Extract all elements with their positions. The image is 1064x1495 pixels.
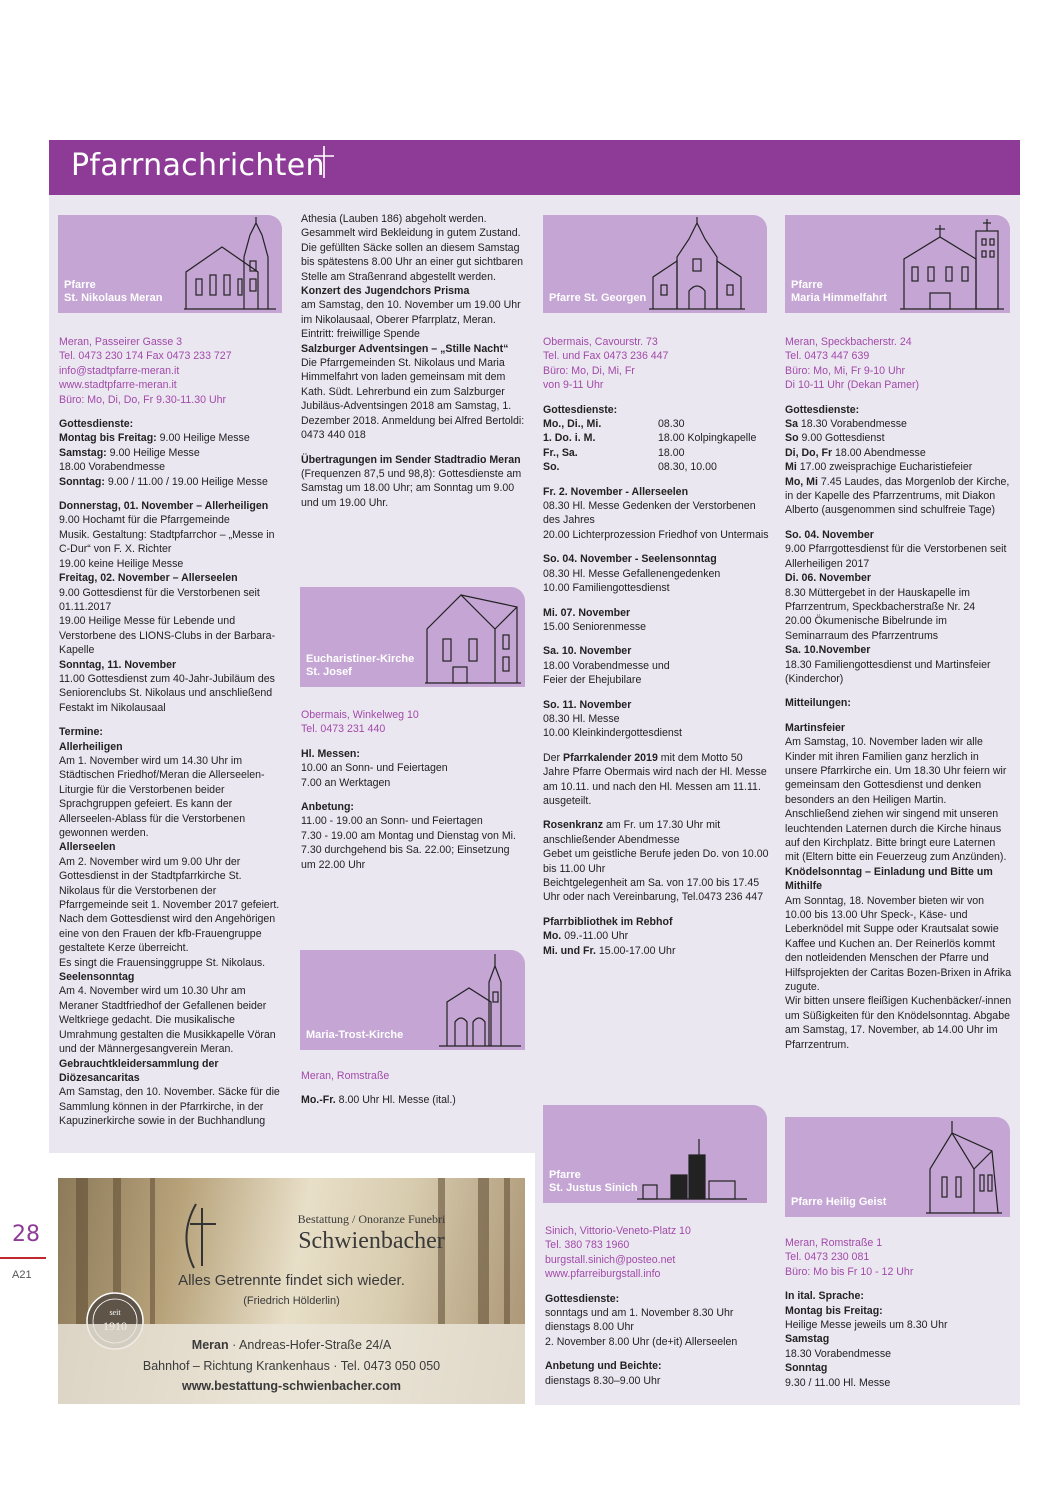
parish-name: Pfarre St. Nikolaus Meran xyxy=(64,279,163,304)
church-josef-icon xyxy=(425,589,521,685)
funeral-ad xyxy=(58,1178,525,1404)
seal-text-top: seit xyxy=(109,1308,121,1317)
column-2: Athesia (Lauben 186) abgeholt werden. Gesammelt wird Bekleidung in gutem Zustand. Die gefüllten Säcke sollen an diesem Samstag bis spätestens 8.00 Uhr an einer gut sichtbaren Stelle am Straßenrand abgestellt werden. Konzert des Jugendchors Prisma am Samstag, den 10. November um 19.00 Uhr im Nikolausaal, Oberer Pfarrplatz, Meran. Eintritt: freiwillige Spende Salzburger Adventsingen – „Stille Nacht“ Die Pfarrgemeinden St. Nikolaus und Maria Himmelfahrt von laden gemeinsam mit dem Kath. Südt. Lehrerbund ein zum Salzburger Jubiläus-Adventsingen 2018 am Samstag, 1. Dezember 2018. Anmeldung bei Alfred Bertoldi: 0473 440 018 Übertragungen im Sender Stadtradio Meran (Frequenzen 87,5 und 98,8): Gottesdienste am Samstag um 18.00 Uhr; am Sonntag um 9.00 und um 19.00 Uhr. xyxy=(301,213,525,509)
church-georgen-icon xyxy=(647,217,747,311)
parish-box-st-nikolaus xyxy=(58,215,282,313)
section-header xyxy=(49,140,1020,195)
parish-box-st-justus xyxy=(543,1105,767,1203)
ad-website-link[interactable]: www.bestattung-schwienbacher.com xyxy=(181,1379,402,1393)
ad-slogan: Alles Getrennte findet sich wieder. xyxy=(178,1272,405,1289)
parish-box-st-georgen xyxy=(543,215,767,313)
parish-box-maria-himmelfahrt xyxy=(785,215,1010,313)
church-trost-icon xyxy=(439,952,521,1048)
parish-box-st-josef xyxy=(300,587,525,687)
column-4: Meran, Speckbacherstr. 24 Tel. 0473 447 639 Büro: Mo, Mi, Fr 9-10 Uhr Di 10-11 Uhr (Dekan Pamer) Gottesdienste: Sa 18.30 Vorabendmesse So 9.00 Gottesdienst Di, Do, Fr 18.00 Abendmesse Mi 17.00 zweisprachige Eucharistiefeier Mo, Mi 7.45 Laudes, das Morgenlob der Kirche, in der Kapelle des Pfarrzentrums, mit Diakon Alberto (ausgenommen sind schulfreie Tage) So. 04. November 9.00 Pfarrgottesdienst für die Verstorbenen seit Allerheiligen 2017 Di. 06. November 8.30 Müttergebet in der Hauskapelle im Pfarrzentrum, Speckbacherstraße Nr. 24 20.00 Ökumenische Bibelrunde im Seminarraum des Pfarrzentrums Sa. 10.November 18.30 Familiengottesdienst und Martinsfeier (Kinderchor) Mitteilungen: Martinsfeier Am Samstag, 10. November laden wir alle Kinder mit ihren Familien ganz herzlich in unsere Pfarrkirche ein. Um 18.30 Uhr feiern wir gemeinsam den Gottesdienst und denken besonders an den Heiligen Martin. Anschließend ziehen wir singend mit unseren leuchtenden Laternen durch die Kirche hinaus auf den Kirchplatz. Bitte bringt eure Laternen mit (Eltern bitte ein Feuerzeug zum Anzünden). Knödelsonntag – Einladung und Bitte um Mithilfe Am Sonntag, 18. November bieten wir von 10.00 bis 13.00 Uhr Speck-, Käse- und Leberknödel mit Suppe oder Krautsalat sowie Kaffee und Kuchen an. Der Reinerlös kommt den notleidenden Menschen der Pfarre und Hilfsprojekten der Caritas Bozen-Brixen in Afrika zugute. Wir bitten unsere fleißigen Kuchenbäcker/-innen um Süßigkeiten für den Knödelsonntag. Abgabe am Samstag, 17. November, ab 14.00 Uhr im Pfarrzentrum. xyxy=(785,336,1012,1051)
contact-block: Meran, Passeirer Gasse 3 Tel. 0473 230 174 Fax 0473 233 727 info@stadtpfarre-meran.it www.stadtpfarre-meran.it Büro: Mo, Di, Do, Fr 9.30-11.30 Uhr xyxy=(59,335,285,407)
st-josef-info: Obermais, Winkelweg 10 Tel. 0473 231 440 Hl. Messen: 10.00 an Sonn- und Feiertagen 7.00 an Werktagen Anbetung: 11.00 - 19.00 an Sonn- und Feiertagen 7.30 - 19.00 am Montag und Dienstag von Mi. 7.30 durchgehend bis Sa. 22.00; Einsetzung um 22.00 Uhr xyxy=(301,709,516,871)
church-nikolaus-icon xyxy=(182,217,278,311)
parish-box-maria-trost xyxy=(300,950,525,1050)
heilig-geist-info: Meran, Romstraße 1 Tel. 0473 230 081 Büro: Mo bis Fr 10 - 12 Uhr In ital. Sprache: Montag bis Freitag: Heilige Messe jeweils um 8.30 Uhr Samstag 18.30 Vorabendmesse Sonntag 9.30 / 11.00 Hl. Messe xyxy=(785,1237,948,1389)
parish-name: Pfarre Maria Himmelfahrt xyxy=(791,279,887,304)
church-justus-icon xyxy=(637,1125,747,1201)
email-link[interactable]: info@stadtpfarre-meran.it xyxy=(59,364,180,377)
cross-icon xyxy=(311,144,337,180)
church-heilig-geist-icon xyxy=(926,1119,1002,1215)
ad-company-name: Schwienbacher xyxy=(298,1228,445,1254)
page-number: 28 xyxy=(12,1222,40,1247)
church-himmelfahrt-icon xyxy=(900,217,1004,311)
ad-address: Meran · Andreas-Hofer-Straße 24/A xyxy=(191,1338,392,1352)
parish-box-heilig-geist xyxy=(785,1117,1010,1217)
page-code: A21 xyxy=(12,1269,32,1281)
page-title: Pfarrnachrichten xyxy=(71,148,325,183)
email-link[interactable]: burgstall.sinich@posteo.net xyxy=(545,1253,676,1266)
ad-subtitle: Bestattung / Onoranze Funebri xyxy=(297,1212,446,1226)
parish-name: Pfarre St. Justus Sinich xyxy=(549,1169,638,1194)
page-divider xyxy=(0,1257,46,1259)
ad-author: (Friedrich Hölderlin) xyxy=(243,1295,340,1307)
parish-name: Eucharistiner-Kirche St. Josef xyxy=(306,653,415,678)
maria-trost-info: Meran, Romstraße Mo.-Fr. 8.00 Uhr Hl. Messe (ital.) xyxy=(301,1070,456,1107)
parish-name: Maria-Trost-Kirche xyxy=(306,1029,404,1041)
column-3: Obermais, Cavourstr. 73 Tel. und Fax 0473 236 447 Büro: Mo, Di, Mi, Fr von 9-11 Uhr Gottesdienste: Mo., Di., Mi. 08.30 1. Do. i. M. 18.00 Kolpingkapelle Fr., Sa. 18.00 So. 08.30, 10.00 Fr. 2. November - Allerseelen 08.30 Hl. Messe Gedenken der Verstorbenen des Jahres 20.00 Lichterprozession Friedhof von Untermais So. 04. November - Seelensonntag 08.30 Hl. Messe Gefallenengedenken 10.00 Familiengottesdienst Mi. 07. November 15.00 Seniorenmesse Sa. 10. November 18.00 Vorabendmesse und Feier der Ehejubilare So. 11. November 08.30 Hl. Messe 10.00 Kleinkindergottesdienst Der Pfarrkalender 2019 mit dem Motto 50 Jahre Pfarre Obermais wird nach der Hl. Messe am 10.11. und nach den Hl. Messen am 11.11. ausgeteilt. Rosenkranz am Fr. um 17.30 Uhr mit anschließender Abendmesse Gebet um geistliche Berufe jeden Do. von 10.00 bis 11.00 Uhr Beichtgelegenheit am Sa. von 17.00 bis 17.45 Uhr oder nach Vereinbarung, Tel.0473 236 447 Pfarrbibliothek im Rebhof Mo. 09.-11.00 Uhr Mi. und Fr. 15.00-17.00 Uhr xyxy=(543,336,769,957)
website-link[interactable]: www.stadtpfarre-meran.it xyxy=(59,379,177,392)
column-1: Meran, Passeirer Gasse 3 Tel. 0473 230 174 Fax 0473 233 727 info@stadtpfarre-meran.it www.stadtpfarre-meran.it Büro: Mo, Di, Do, Fr 9.30-11.30 Uhr Gottesdienste: Montag bis Freitag: 9.00 Heilige Messe Samstag: 9.00 Heilige Messe 18.00 Vorabendmesse Sonntag: 9.00 / 11.00 / 19.00 Heilige Messe Donnerstag, 01. November – Allerheiligen 9.00 Hochamt für die Pfarrgemeinde Musik. Gestaltung: Stadtpfarrchor – „Messe in C-Dur“ von F. X. Richter 19.00 keine Heilige Messe Freitag, 02. November – Allerseelen 9.00 Gottesdienst für die Verstorbenen seit 01.11.2017 19.00 Heilige Messe für Lebende und Verstorbene des LIONS-Clubs in der Barbara-Kapelle Sonntag, 11. November 11.00 Gottesdienst zum 40-Jahr-Jubiläum des Seniorenclubs St. Nikolaus und anschließend Festakt im Nikolausaal Termine: Allerheiligen Am 1. November wird um 14.30 Uhr im Städtischen Friedhof/Meran die Allerseelen-Liturgie für die Verstorbenen beider Sprachgruppen gefeiert. Es kann der Allerseelen-Ablass für die Verstorbenen gewonnen werden. Allerseelen Am 2. November wird um 9.00 Uhr der Gottesdienst in der Stadtpfarrkirche St. Nikolaus für die Verstorbenen der Pfarrgemeinde seit 1. November 2017 gefeiert. Nach dem Gottesdienst wird den Angehörigen eine von den Frauen der kfb-Frauengruppe gestaltete Kerze überreicht. Es singt die Frauensinggruppe St. Nikolaus. Seelensonntag Am 4. November wird um 10.30 Uhr am Meraner Stadtfriedhof der Gefallenen beider Weltkriege gedacht. Die musikalische Umrahmung gestalten die Musikkapelle Vöran und der Männergesangverein Meran. Gebrauchtkleidersammlung der Diözesancaritas Am Samstag, den 10. November. Säcke für die Sammlung können in der Pfarrkirche, in der Kapuzinerkirche sowie in der Buchhandlung xyxy=(59,335,285,1129)
parish-name: Pfarre Heilig Geist xyxy=(791,1196,887,1208)
ad-address-band xyxy=(58,1324,525,1404)
website-link[interactable]: www.pfarreiburgstall.info xyxy=(545,1268,661,1281)
st-justus-info: Sinich, Vittorio-Veneto-Platz 10 Tel. 380 783 1960 burgstall.sinich@posteo.net www.pfarreiburgstall.info Gottesdienste: sonntags und am 1. November 8.30 Uhr dienstags 8.00 Uhr 2. November 8.00 Uhr (de+it) Allerseelen Anbetung und Beichte: dienstags 8.30–9.00 Uhr xyxy=(545,1224,769,1388)
ad-address-2: Bahnhof – Richtung Krankenhaus · Tel. 0473 050 050 xyxy=(142,1359,441,1373)
parish-name: Pfarre St. Georgen xyxy=(549,292,647,304)
